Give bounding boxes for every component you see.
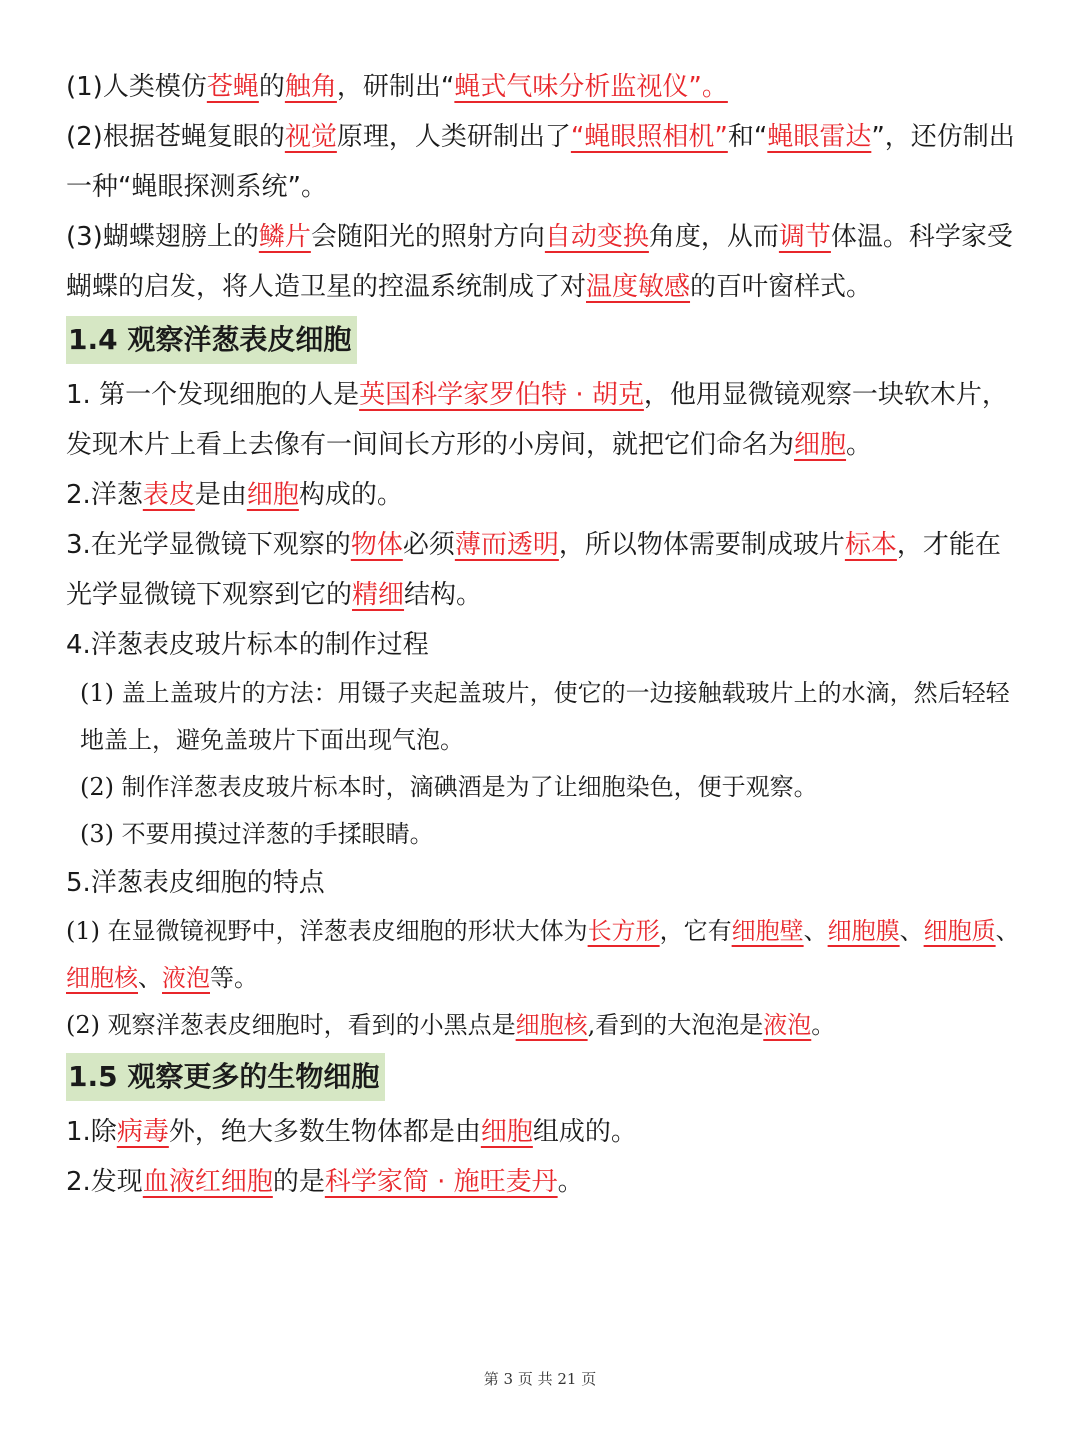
highlight: 鳞片 — [258, 222, 311, 252]
text: 会随阳光的照射方向 — [310, 222, 545, 252]
paragraph-onion-skin — [66, 470, 1026, 520]
paragraph-red-blood-cell — [66, 1157, 1026, 1207]
highlight: 英国科学家罗伯特 · 胡克 — [359, 380, 644, 410]
paragraph-virus — [66, 1107, 1026, 1157]
highlight: 触角 — [284, 72, 337, 102]
highlight: 病毒 — [116, 1117, 169, 1147]
text: 、 — [995, 917, 1020, 945]
highlight: 精细 — [352, 580, 405, 610]
step-iodine: (2) 制作洋葱表皮玻片标本时，滴碘酒是为了让细胞染色，便于观察。 — [80, 773, 818, 801]
text: 原理，人类研制出了 — [336, 122, 571, 152]
highlight: 调节 — [778, 222, 831, 252]
text: 、 — [803, 917, 828, 945]
text: 必须 — [402, 530, 455, 560]
paragraph-butterfly — [66, 212, 1026, 312]
highlight: 细胞核 — [515, 1011, 588, 1039]
highlight: 蝇眼雷达 — [767, 122, 872, 152]
highlight: 科学家简 · 施旺麦丹 — [324, 1167, 558, 1197]
highlight: 血液红细胞 — [142, 1167, 273, 1197]
page-number-footer: 第 3 页 共 21 页 — [483, 1370, 597, 1388]
highlight: 表皮 — [142, 480, 195, 510]
highlight: 苍蝇 — [206, 72, 259, 102]
text: ，他用显微镜观察一块软木片，发现木片上看上去像有一间间长方形的小房间，就把它们命名为 — [66, 380, 1008, 460]
text: 2.洋葱 — [66, 480, 143, 510]
highlight: 长方形 — [587, 917, 660, 945]
feature-observation — [66, 1002, 1026, 1049]
text: 、 — [899, 917, 924, 945]
text: 是由 — [194, 480, 247, 510]
text: ，研制出“ — [336, 72, 455, 102]
highlight: 细胞 — [480, 1117, 533, 1147]
paragraph-microscope — [66, 520, 1026, 620]
highlight: 物体 — [350, 530, 403, 560]
highlight: 细胞核 — [66, 964, 138, 992]
highlight: 视觉 — [284, 122, 337, 152]
text: 外，绝大多数生物体都是由 — [168, 1117, 481, 1147]
highlight: 液泡 — [763, 1011, 812, 1039]
text: 体温。科学家受蝴蝶的启发，将人造卫星的控温系统制成了对 — [66, 222, 1013, 302]
text: 1. 第一个发现细胞的人是 — [66, 380, 360, 410]
text: 角度，从而 — [648, 222, 779, 252]
subheading-slide-process: 4.洋葱表皮玻片标本的制作过程 — [66, 630, 429, 660]
text: 的是 — [272, 1167, 325, 1197]
highlight: 温度敏感 — [586, 272, 691, 302]
text: (1)人类模仿 — [66, 72, 207, 102]
highlight: 细胞 — [794, 430, 847, 460]
highlight: 标本 — [844, 530, 897, 560]
text: ，所以物体需要制成玻片 — [558, 530, 845, 560]
highlight: 蝇式气味分析监视仪”。 — [454, 72, 728, 102]
text: 3.在光学显微镜下观察的 — [66, 530, 351, 560]
text: 和“ — [727, 122, 768, 152]
text: (2)根据苍蝇复眼的 — [66, 122, 285, 152]
feature-shape — [66, 908, 1026, 1002]
highlight: 细胞膜 — [827, 917, 900, 945]
text: 2.发现 — [66, 1167, 143, 1197]
text: 。 — [811, 1011, 836, 1039]
text: 构成的。 — [298, 480, 403, 510]
text: (1) 在显微镜视野中，洋葱表皮细胞的形状大体为 — [66, 917, 588, 945]
text: ”，还仿制出一种“蝇眼探测系统”。 — [66, 122, 1015, 202]
highlight: 薄而透明 — [454, 530, 559, 560]
text: 组成的。 — [532, 1117, 637, 1147]
highlight: 液泡 — [162, 964, 210, 992]
highlight: “蝇眼照相机” — [570, 122, 728, 152]
text: 等。 — [210, 964, 258, 992]
paragraph-fly-antenna — [66, 62, 1026, 112]
text: 的 — [258, 72, 285, 102]
text: ，才能在光学显微镜下观察到它的 — [66, 530, 1001, 610]
text: 。 — [846, 430, 873, 460]
subheading-cell-features: 5.洋葱表皮细胞的特点 — [66, 868, 325, 898]
text: 1.除 — [66, 1117, 117, 1147]
text: 、 — [138, 964, 162, 992]
paragraph-first-cell — [66, 370, 1026, 470]
highlight: 细胞壁 — [731, 917, 804, 945]
paragraph-fly-eye — [66, 112, 1026, 212]
text: 结构。 — [404, 580, 483, 610]
highlight: 自动变换 — [544, 222, 649, 252]
text: ，它有 — [659, 917, 732, 945]
highlight: 细胞质 — [923, 917, 996, 945]
text: (2) 观察洋葱表皮细胞时，看到的小黑点是 — [66, 1011, 516, 1039]
text: 的百叶窗样式。 — [690, 272, 873, 302]
step-coverslip: (1) 盖上盖玻片的方法：用镊子夹起盖玻片，使它的一边接触载玻片上的水滴，然后轻轻地盖上，避免盖玻片下面出现气泡。 — [80, 679, 1010, 754]
section-heading-1-5: 1.5 观察更多的生物细胞 — [66, 1053, 385, 1101]
text: ,看到的大泡泡是 — [587, 1011, 764, 1039]
text: 。 — [557, 1167, 584, 1197]
section-heading-1-4: 1.4 观察洋葱表皮细胞 — [66, 316, 357, 364]
highlight: 细胞 — [246, 480, 299, 510]
text: (3)蝴蝶翅膀上的 — [66, 222, 259, 252]
step-eyes: (3) 不要用摸过洋葱的手揉眼睛。 — [80, 820, 434, 848]
page-content — [66, 62, 1026, 1207]
